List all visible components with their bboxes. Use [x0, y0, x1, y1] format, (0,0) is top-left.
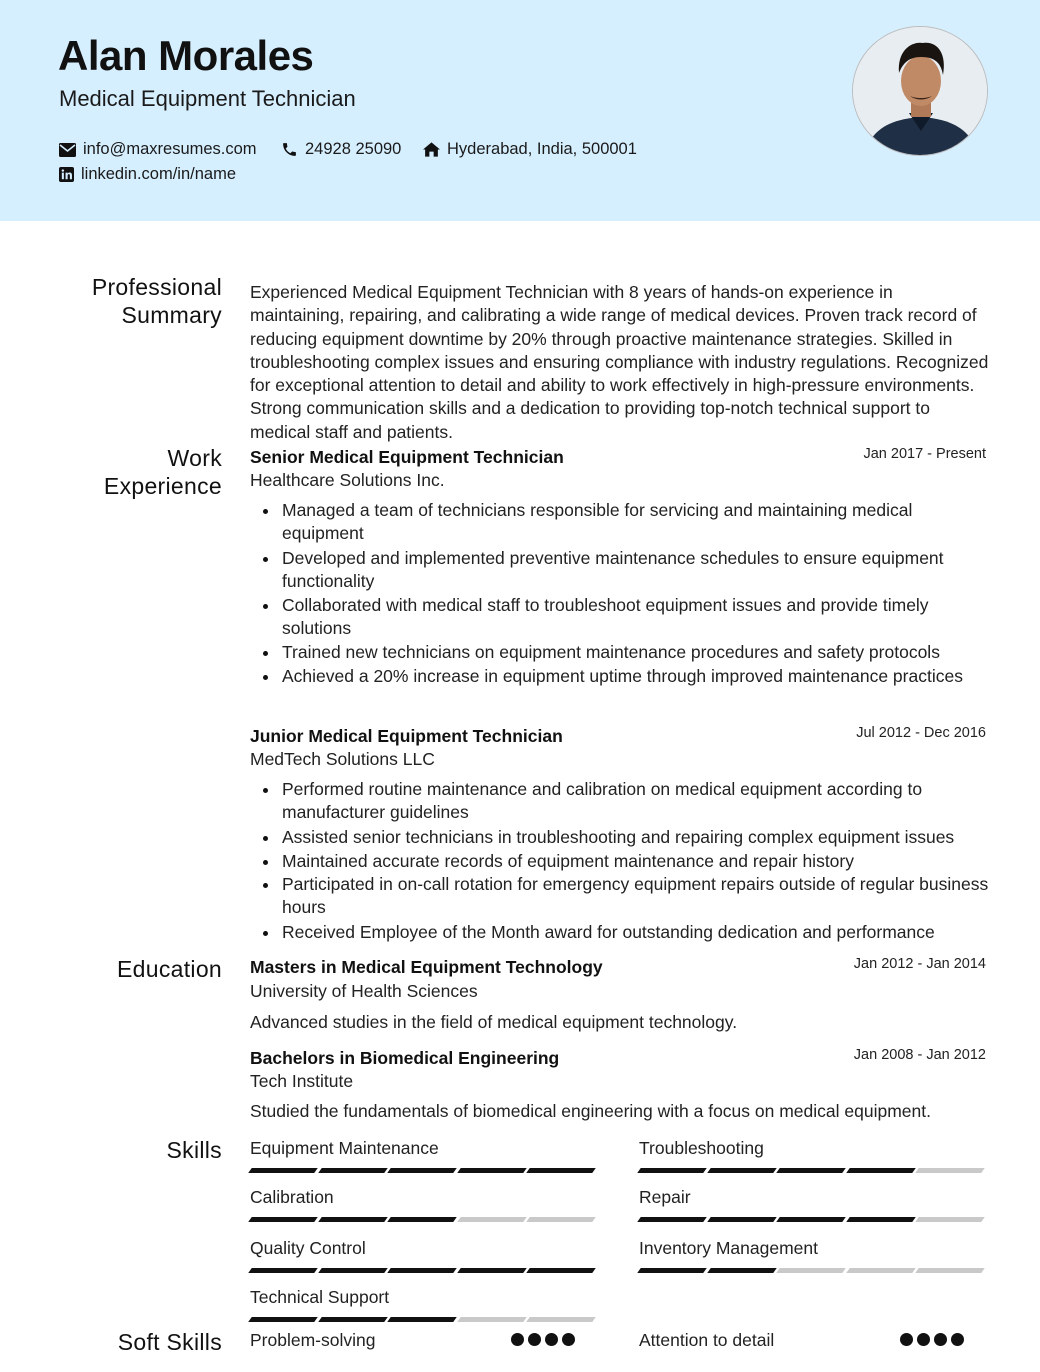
soft-skill-name: Problem-solving — [250, 1330, 376, 1350]
degree-description: Advanced studies in the field of medical equipment technology. — [250, 1012, 738, 1032]
profile-photo — [852, 26, 988, 156]
soft-skill-dot — [951, 1333, 964, 1346]
skill-name: Calibration — [250, 1187, 334, 1207]
list-item: Developed and implemented preventive maintenance schedules to ensure equipment functionality — [282, 547, 992, 594]
skill-level-segment — [776, 1217, 846, 1222]
school-name: Tech Institute — [250, 1071, 354, 1091]
list-item: Performed routine maintenance and calibration on medical equipment according to manufacturer guidelines — [282, 778, 992, 825]
skill-level-segment — [526, 1168, 596, 1173]
job-role: Junior Medical Equipment Technician — [250, 726, 563, 746]
skill-level-segment — [846, 1268, 916, 1273]
soft-skill-name: Attention to detail — [639, 1330, 775, 1350]
skill-level-segment — [707, 1268, 777, 1273]
address-contact — [423, 140, 637, 159]
summary-text: Experienced Medical Equipment Technician with 8 years of hands-on experience in maintaining, repairing, and calibrating a wide range of medical devices. Proven track record of reducing equipment downtime by 20% through proactive maintenance strategies. Skilled in troubleshooting complex issues and ensuring compliance with industry regulations. Recognized for exceptional attention to detail and ability to work effectively in high-pressure environments. Strong communication skills and a dedication to providing top-notch technical support to medical staff and patients. — [250, 282, 989, 442]
skill-level-segment — [707, 1168, 777, 1173]
degree-dates: Jan 2012 - Jan 2014 — [853, 956, 986, 972]
skill-level-segment — [915, 1268, 985, 1273]
list-item: Collaborated with medical staff to troubleshoot equipment issues and provide timely solutions — [282, 594, 992, 641]
list-item: Assisted senior technicians in troubleshooting and repairing complex equipment issues — [282, 826, 992, 849]
skill-level-segment — [248, 1168, 318, 1173]
skill-level-segment — [776, 1268, 846, 1273]
linkedin-text: linkedin.com/in/name — [81, 165, 236, 183]
skill-bar — [250, 1168, 598, 1173]
candidate-name: Alan Morales — [58, 32, 314, 79]
job-company: Healthcare Solutions Inc. — [250, 470, 445, 490]
skill-level-segment — [637, 1268, 707, 1273]
section-title-work: Work Experience — [103, 445, 222, 499]
skill-level-segment — [387, 1217, 457, 1222]
section-title-education: Education — [117, 956, 222, 982]
job-company: MedTech Solutions LLC — [250, 749, 435, 769]
skill-level-segment — [457, 1317, 527, 1322]
skill-level-segment — [707, 1217, 777, 1222]
skill-level-segment — [457, 1217, 527, 1222]
skill-name: Inventory Management — [639, 1238, 818, 1258]
skill-level-segment — [915, 1168, 985, 1173]
skill-item — [250, 1187, 598, 1222]
skill-bar — [639, 1268, 987, 1273]
skill-bar — [639, 1217, 987, 1222]
skill-level-segment — [526, 1217, 596, 1222]
degree-title: Masters in Medical Equipment Technology — [250, 957, 603, 977]
soft-skill-dot — [900, 1333, 913, 1346]
soft-skill-dot — [562, 1333, 575, 1346]
job-bullets — [282, 778, 992, 944]
skill-level-segment — [637, 1217, 707, 1222]
skill-level-segment — [248, 1217, 318, 1222]
section-title-skills: Skills — [166, 1137, 222, 1163]
job-role: Senior Medical Equipment Technician — [250, 447, 564, 467]
skill-item — [250, 1238, 598, 1273]
soft-skill-dot — [917, 1333, 930, 1346]
skill-item — [250, 1287, 598, 1322]
linkedin-icon — [59, 167, 74, 182]
skill-name: Quality Control — [250, 1238, 366, 1258]
soft-skill-dots — [900, 1333, 968, 1346]
soft-skill-dot — [545, 1333, 558, 1346]
home-icon — [423, 142, 440, 157]
skill-level-segment — [637, 1168, 707, 1173]
job-dates: Jan 2017 - Present — [863, 446, 986, 462]
section-title-summary: Professional Summary — [91, 274, 222, 328]
skill-name: Troubleshooting — [639, 1138, 764, 1158]
skill-name: Technical Support — [250, 1287, 390, 1307]
list-item: Achieved a 20% increase in equipment uptime through improved maintenance practices — [282, 665, 992, 688]
phone-contact[interactable] — [281, 140, 401, 159]
skill-level-segment — [318, 1217, 388, 1222]
skill-bar — [250, 1217, 598, 1222]
skill-level-segment — [318, 1317, 388, 1322]
skill-level-segment — [846, 1217, 916, 1222]
skill-level-segment — [915, 1217, 985, 1222]
soft-skill-dot — [934, 1333, 947, 1346]
skill-bar — [639, 1168, 987, 1173]
envelope-icon — [59, 143, 76, 157]
skill-item — [250, 1138, 598, 1173]
job-dates: Jul 2012 - Dec 2016 — [856, 725, 986, 741]
list-item: Participated in on-call rotation for emergency equipment repairs outside of regular business hours — [282, 873, 992, 920]
email-contact[interactable] — [59, 140, 257, 159]
linkedin-contact[interactable] — [59, 165, 236, 184]
school-name: University of Health Sciences — [250, 981, 478, 1001]
skill-item — [639, 1238, 987, 1273]
degree-description: Studied the fundamentals of biomedical engineering with a focus on medical equipment. — [250, 1101, 931, 1121]
soft-skill-dots — [511, 1333, 579, 1346]
skill-level-segment — [846, 1168, 916, 1173]
address-text: Hyderabad, India, 500001 — [447, 140, 637, 158]
degree-title: Bachelors in Biomedical Engineering — [250, 1048, 560, 1068]
phone-text: 24928 25090 — [305, 140, 402, 158]
candidate-title: Medical Equipment Technician — [59, 86, 356, 111]
skill-bar — [250, 1268, 598, 1273]
skill-level-segment — [457, 1268, 527, 1273]
skill-level-segment — [387, 1268, 457, 1273]
list-item: Managed a team of technicians responsible for servicing and maintaining medical equipment — [282, 499, 992, 546]
skill-level-segment — [318, 1268, 388, 1273]
skill-level-segment — [318, 1168, 388, 1173]
skill-level-segment — [526, 1268, 596, 1273]
skill-item — [639, 1187, 987, 1222]
degree-dates: Jan 2008 - Jan 2012 — [853, 1047, 986, 1063]
soft-skill-dot — [528, 1333, 541, 1346]
list-item: Trained new technicians on equipment maintenance procedures and safety protocols — [282, 641, 992, 664]
phone-icon — [281, 141, 298, 158]
list-item: Maintained accurate records of equipment maintenance and repair history — [282, 850, 992, 873]
skill-name: Equipment Maintenance — [250, 1138, 439, 1158]
skill-item — [639, 1138, 987, 1173]
skill-name: Repair — [639, 1187, 691, 1207]
skill-level-segment — [457, 1168, 527, 1173]
skill-level-segment — [776, 1168, 846, 1173]
skill-level-segment — [387, 1168, 457, 1173]
skill-level-segment — [526, 1317, 596, 1322]
skill-level-segment — [387, 1317, 457, 1322]
email-text: info@maxresumes.com — [83, 140, 257, 158]
skill-level-segment — [248, 1268, 318, 1273]
skill-bar — [250, 1317, 598, 1322]
soft-skill-dot — [511, 1333, 524, 1346]
list-item: Received Employee of the Month award for outstanding dedication and performance — [282, 921, 992, 944]
skill-level-segment — [248, 1317, 318, 1322]
section-title-soft-skills: Soft Skills — [117, 1329, 222, 1355]
job-bullets — [282, 499, 992, 688]
resume-header — [0, 0, 1040, 221]
